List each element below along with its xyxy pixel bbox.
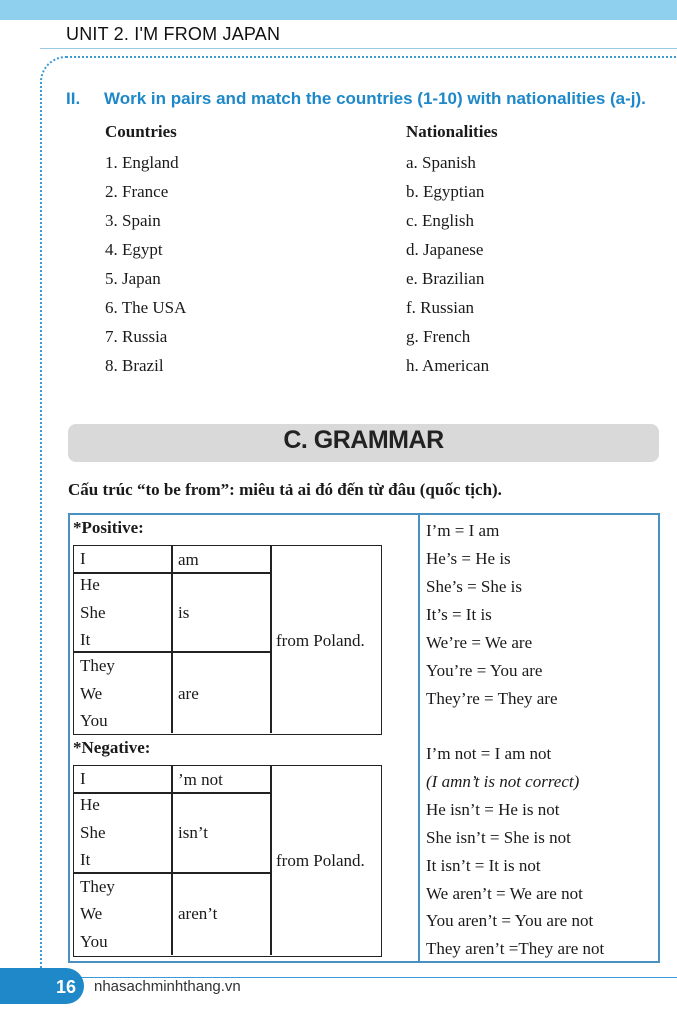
complement-cell: from Poland. [276, 851, 365, 870]
list-item: f. Russian [406, 298, 474, 317]
website-link[interactable]: nhasachminhthang.vn [94, 978, 241, 995]
list-item: b. Egyptian [406, 182, 485, 201]
list-item: 2. France [105, 182, 169, 201]
list-item: 1. England [105, 153, 179, 172]
countries-list [105, 148, 186, 380]
subject-cell: They [80, 877, 115, 896]
section-ii-heading [66, 89, 646, 109]
positive-label: *Positive: [73, 518, 144, 537]
list-item: e. Brazilian [406, 269, 485, 288]
list-item: g. French [406, 327, 471, 346]
list-item: 6. The USA [105, 298, 187, 317]
verb-cell: am [178, 550, 199, 569]
countries-heading: Countries [105, 122, 177, 141]
nationalities-heading: Nationalities [406, 122, 498, 141]
contraction-rule: She isn’t = She is not [426, 828, 571, 847]
list-item: 5. Japan [105, 269, 161, 288]
top-color-band [0, 0, 677, 20]
contraction-rule: They aren’t =They are not [426, 939, 605, 958]
table-divider [418, 513, 420, 963]
contraction-rule: You’re = You are [426, 661, 543, 680]
contraction-rule: She’s = She is [426, 577, 523, 596]
row-divider [73, 792, 271, 794]
subject-cell: We [80, 684, 103, 703]
structure-title: Cấu trúc “to be from”: miêu tả ai đó đến từ đâu (quốc tịch). [68, 480, 502, 499]
subject-cell: You [80, 932, 108, 951]
verb-cell: ’m not [178, 770, 223, 789]
subject-cell: They [80, 656, 115, 675]
contraction-note: (I amn’t is not correct) [426, 772, 580, 791]
list-item: c. English [406, 211, 474, 230]
list-item: 4. Egypt [105, 240, 163, 259]
contraction-rule: He’s = He is [426, 549, 511, 568]
complement-cell: from Poland. [276, 631, 365, 650]
list-item: d. Japanese [406, 240, 484, 259]
section-number: II. [66, 89, 81, 108]
subject-cell: She [80, 823, 106, 842]
subject-cell: She [80, 603, 106, 622]
list-item: 7. Russia [105, 327, 168, 346]
grammar-title: C. GRAMMAR [283, 426, 444, 454]
column-divider [270, 765, 272, 955]
unit-title: UNIT 2. I'M FROM JAPAN [66, 24, 281, 44]
subject-cell: He [80, 795, 100, 814]
contraction-rule: We aren’t = We are not [426, 884, 583, 903]
subject-cell: It [80, 850, 91, 869]
list-item: 3. Spain [105, 211, 161, 230]
subject-cell: We [80, 904, 103, 923]
nationalities-list [406, 148, 489, 380]
contraction-rule: He isn’t = He is not [426, 800, 560, 819]
contraction-rule: I’m = I am [426, 521, 500, 540]
verb-cell: are [178, 684, 199, 703]
contraction-rule: I’m not = I am not [426, 744, 552, 763]
header-rule [40, 48, 677, 49]
list-item: h. American [406, 356, 490, 375]
column-divider [171, 765, 173, 955]
contraction-rule: We’re = We are [426, 633, 533, 652]
verb-cell: aren’t [178, 904, 218, 923]
subject-cell: He [80, 575, 100, 594]
list-item: 8. Brazil [105, 356, 164, 375]
negative-label: *Negative: [73, 738, 151, 757]
page-number: 16 [0, 968, 84, 1004]
contraction-rule: They’re = They are [426, 689, 558, 708]
grammar-banner [68, 424, 659, 462]
subject-cell: I [80, 769, 86, 788]
verb-cell: is [178, 603, 190, 622]
subject-cell: It [80, 630, 91, 649]
list-item: a. Spanish [406, 153, 476, 172]
contraction-rule: It isn’t = It is not [426, 856, 541, 875]
contraction-rule: It’s = It is [426, 605, 492, 624]
section-instruction: Work in pairs and match the countries (1-10) with nationalities (a-j). [104, 89, 646, 108]
subject-cell: I [80, 549, 86, 568]
verb-cell: isn’t [178, 823, 208, 842]
contraction-rule: You aren’t = You are not [426, 911, 594, 930]
subject-cell: You [80, 711, 108, 730]
row-divider [73, 572, 271, 574]
